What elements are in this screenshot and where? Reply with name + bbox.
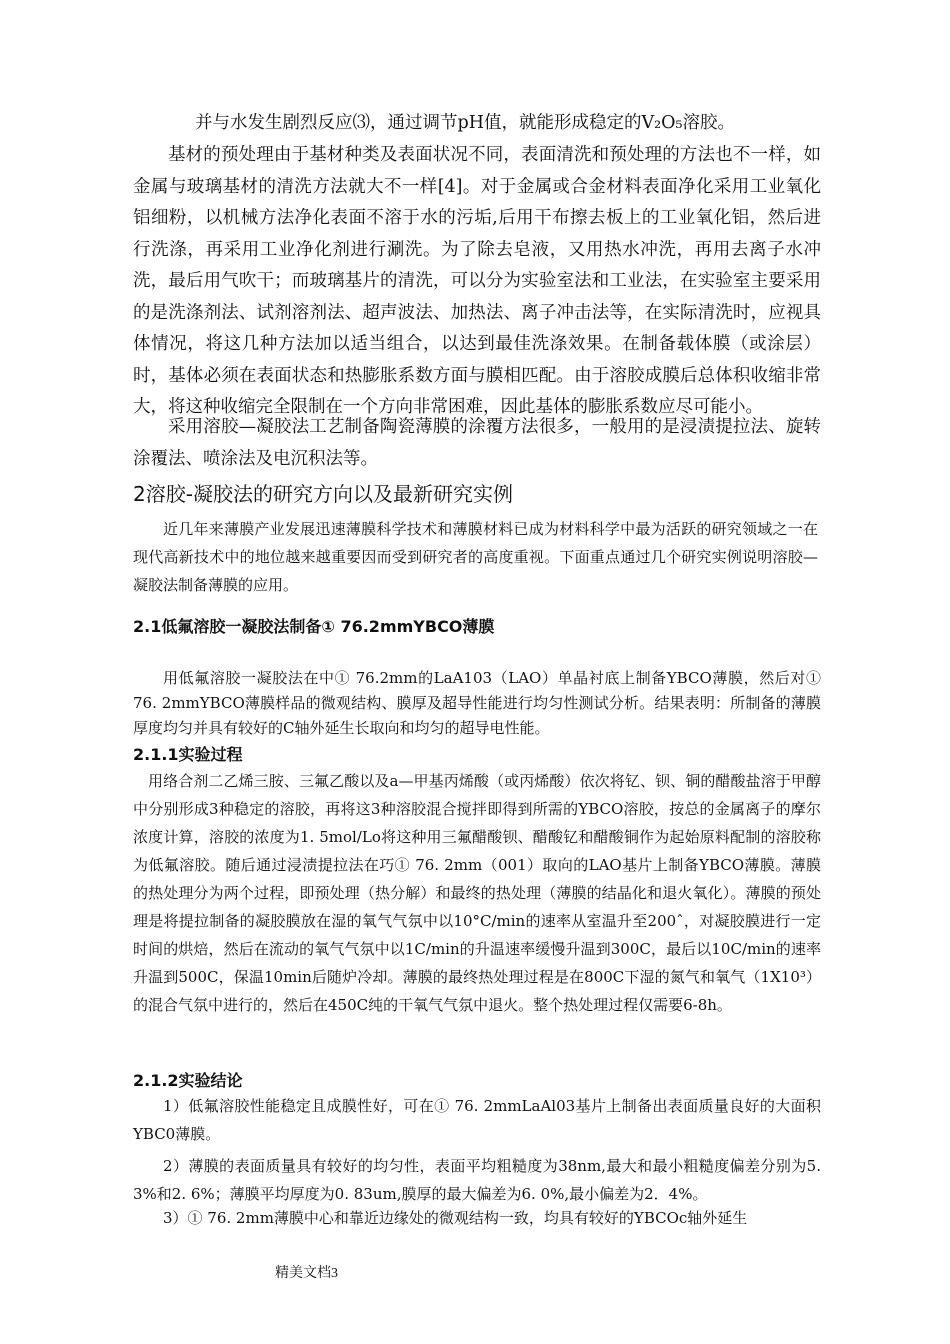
paragraph-substrate-pretreatment: 基材的预处理由于基材种类及表面状况不同，表面清洗和预处理的方法也不一样，如金属与玻璃基材的清洗方法就大不一样[4]。对于金属或合金材料表面净化采用工业氧化铝细粉，以机械方法净化表面不溶于水的污垢,后用干布擦去板上的工业氧化铝，然后进行洗涤，再采用工业净化剂进行涮洗。为了除去皂液，又用热水冲洗，再用去离子水冲洗，最后用气吹干；而玻璃基片的清洗，可以分为实验室法和工业法，在实验室主要采用的是洗涤剂法、试剂溶剂法、超声波法、加热法、离子冲击法等，在实际清洗时，应视具体情况，将这几种方法加以适当组合，以达到最佳洗涤效果。在制备载体膜（或涂层）时，基体必须在表面状态和热膨胀系数方面与膜相匹配。由于溶胶成膜后总体积收缩非常大，将这种收缩完全限制在一个方向非常困难，因此基体的膨胀系数应尽可能小。 (133, 145, 821, 417)
paragraph-section21-summary: 用低氟溶胶一凝胶法在中① 76.2mm的LaA103（LAO）单晶衬底上制备YBCO薄膜，然后对① 76. 2mmYBCO薄膜样品的微观结构、膜厚及超导性能进行均匀性测试分析。结果表明：所制备的薄膜厚度均匀并具有较好的C轴外延生长取向和均匀的超导电性能。 (133, 669, 821, 737)
section-heading-2-1-1: 2.1.1实验过程 (133, 745, 243, 764)
paragraph-continuation: 并与水发生剧烈反应⑶，通过调节pH值，就能形成稳定的V₂O₅溶胶。 (195, 113, 735, 133)
conclusion-item-1: 1）低氟溶胶性能稳定且成膜性好，可在① 76. 2mmLaAl03基片上制备出表面质量良好的大面积YBC0薄膜。 (133, 1097, 821, 1143)
conclusion-item-3: 3）① 76. 2mm薄膜中心和靠近边缘处的微观结构一致，均具有较好的YBCOc轴外延生 (163, 1209, 748, 1227)
page-footer: 精美文档3 (275, 1266, 338, 1281)
conclusion-item-2: 2）薄膜的表面质量具有较好的均匀性，表面平均粗糙度为38nm,最大和最小粗糙度偏差分别为5. 3%和2. 6%；薄膜平均厚度为0. 83um,膜厚的最大偏差为6. 0%,最小偏差为2．4%。 (133, 1157, 821, 1203)
paragraph-coating-methods: 采用溶胶—凝胶法工艺制备陶瓷薄膜的涂覆方法很多，一般用的是浸渍提拉法、旋转涂覆法、喷涂法及电沉积法等。 (133, 417, 821, 469)
section-heading-2: 2溶胶-凝胶法的研究方向以及最新研究实例 (133, 482, 513, 506)
section-heading-2-1: 2.1低氟溶胶一凝胶法制备① 76.2mmYBCO薄膜 (133, 617, 495, 636)
paragraph-section2-intro: 近几年来薄膜产业发展迅速薄膜科学技术和薄膜材料已成为材料科学中最为活跃的研究领域之一在现代高新技术中的地位越来越重要因而受到研究者的高度重视。下面重点通过几个研究实例说明溶胶—凝胶法制备薄膜的应用。 (133, 520, 818, 594)
section-heading-2-1-2: 2.1.2实验结论 (133, 1071, 243, 1090)
paragraph-experiment-process: 用络合剂二乙烯三胺、三氟乙酸以及a—甲基丙烯酸（或丙烯酸）依次将钇、钡、铜的醋酸盐溶于甲醇中分别形成3种稳定的溶胶，再将这3种溶胶混合搅拌即得到所需的YBCO溶胶，按总的金属离子的摩尔浓度计算，溶胶的浓度为1. 5mol/Lo将这种用三氟醋酸钡、醋酸钇和醋酸铜作为起始原料配制的溶胶称为低氟溶胶。随后通过浸渍提拉法在巧① 76. 2mm（001）取向的LAO基片上制备YBCO薄膜。薄膜的热处理分为两个过程，即预处理（热分解）和最终的热处理（薄膜的结晶化和退火氧化）。薄膜的预处理是将提拉制备的凝胶膜放在湿的氧气气氛中以10°C/min的速率从室温升至200ˆ，对凝胶膜进行一定时间的烘焙，然后在流动的氧气气氛中以1C/min的升温速率缓慢升温到300C，最后以10C/min的速率升温到500C，保温10min后随炉冷却。薄膜的最终热处理过程是在800C下湿的氮气和氧气（1X10³）的混合气氛中进行的，然后在450C纯的干氧气气氛中退火。整个热处理过程仅需要6-8h。 (133, 772, 821, 1014)
